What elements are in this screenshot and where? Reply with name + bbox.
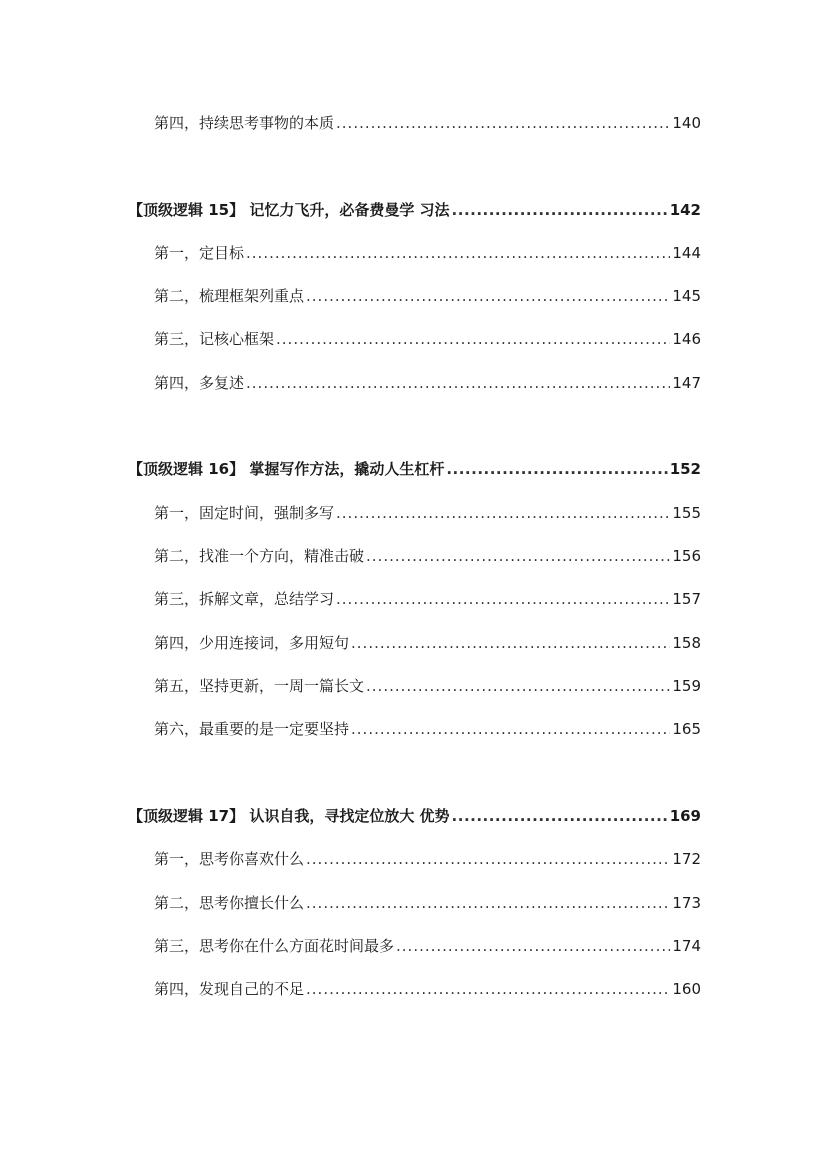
toc-entry-page: 144 [672, 244, 701, 262]
dot-leader [396, 934, 670, 958]
toc-entry-title: 第三，思考你在什么方面花时间最多 [154, 937, 395, 955]
dot-leader [351, 631, 670, 655]
toc-entry-title: 第一，定目标 [154, 244, 245, 262]
dot-leader [336, 587, 670, 611]
toc-entry[interactable] [154, 501, 701, 525]
dot-leader [306, 284, 670, 308]
dot-leader [366, 674, 670, 698]
toc-entry-page: 140 [672, 114, 701, 132]
dot-leader [306, 891, 670, 915]
toc-entry-page: 160 [672, 980, 701, 998]
toc-entry-title: 第一，固定时间，强制多写 [154, 504, 335, 522]
toc-entry-title: 第三，拆解文章，总结学习 [154, 590, 335, 608]
toc-entry-page: 145 [672, 287, 701, 305]
toc-entry-title: 第六，最重要的是一定要坚持 [154, 720, 350, 738]
toc-chapter-page: 142 [669, 201, 701, 219]
toc-chapter-heading[interactable] [128, 457, 701, 481]
dot-leader [452, 198, 668, 222]
toc-chapter-heading[interactable] [128, 804, 701, 828]
toc-entry-title: 第二，梳理框架列重点 [154, 287, 305, 305]
toc-entry-page: 159 [672, 677, 701, 695]
toc-entry-title: 第二，思考你擅长什么 [154, 894, 305, 912]
dot-leader [452, 804, 668, 828]
toc-chapter-title: 【顶级逻辑 17】 认识自我，寻找定位放大 优势 [128, 807, 450, 825]
toc-entry[interactable] [154, 284, 701, 308]
toc-entry[interactable] [154, 631, 701, 655]
toc-entry[interactable] [154, 587, 701, 611]
toc-entry-title: 第四，持续思考事物的本质 [154, 114, 335, 132]
toc-entry-page: 174 [672, 937, 701, 955]
toc-entry[interactable] [154, 891, 701, 915]
toc-entry-page: 147 [672, 374, 701, 392]
dot-leader [276, 327, 670, 351]
toc-entry-page: 157 [672, 590, 701, 608]
toc-entry-title: 第二，找准一个方向，精准击破 [154, 547, 365, 565]
toc-entry-page: 158 [672, 634, 701, 652]
dot-leader [336, 111, 670, 135]
dot-leader [306, 847, 670, 871]
toc-entry[interactable] [154, 111, 701, 135]
toc-entry[interactable] [154, 717, 701, 741]
toc-chapter-title: 【顶级逻辑 15】 记忆力飞升，必备费曼学 习法 [128, 201, 450, 219]
toc-chapter-title: 【顶级逻辑 16】 掌握写作方法，撬动人生杠杆 [128, 460, 445, 478]
toc-entry[interactable] [154, 977, 701, 1001]
dot-leader [351, 717, 670, 741]
dot-leader [366, 544, 670, 568]
toc-entry-page: 146 [672, 330, 701, 348]
toc-entry-title: 第一，思考你喜欢什么 [154, 850, 305, 868]
toc-entry[interactable] [154, 544, 701, 568]
toc-entry-page: 173 [672, 894, 701, 912]
toc-entry[interactable] [154, 327, 701, 351]
toc-chapter-heading[interactable] [128, 198, 701, 222]
toc-entry[interactable] [154, 674, 701, 698]
toc-chapter-page: 169 [669, 807, 701, 825]
toc-entry[interactable] [154, 241, 701, 265]
toc-chapter-page: 152 [669, 460, 701, 478]
toc-entry-title: 第四，多复述 [154, 374, 245, 392]
toc-entry[interactable] [154, 847, 701, 871]
toc-entry-page: 172 [672, 850, 701, 868]
dot-leader [246, 241, 670, 265]
toc-entry-title: 第四，少用连接词，多用短句 [154, 634, 350, 652]
dot-leader [446, 457, 667, 481]
toc-entry-title: 第四，发现自己的不足 [154, 980, 305, 998]
dot-leader [246, 371, 670, 395]
dot-leader [306, 977, 670, 1001]
toc-entry-title: 第三，记核心框架 [154, 330, 275, 348]
toc-entry-page: 165 [672, 720, 701, 738]
toc-entry[interactable] [154, 934, 701, 958]
toc-entry-page: 156 [672, 547, 701, 565]
dot-leader [336, 501, 670, 525]
toc-entry[interactable] [154, 371, 701, 395]
toc-entry-title: 第五，坚持更新，一周一篇长文 [154, 677, 365, 695]
toc-entry-page: 155 [672, 504, 701, 522]
